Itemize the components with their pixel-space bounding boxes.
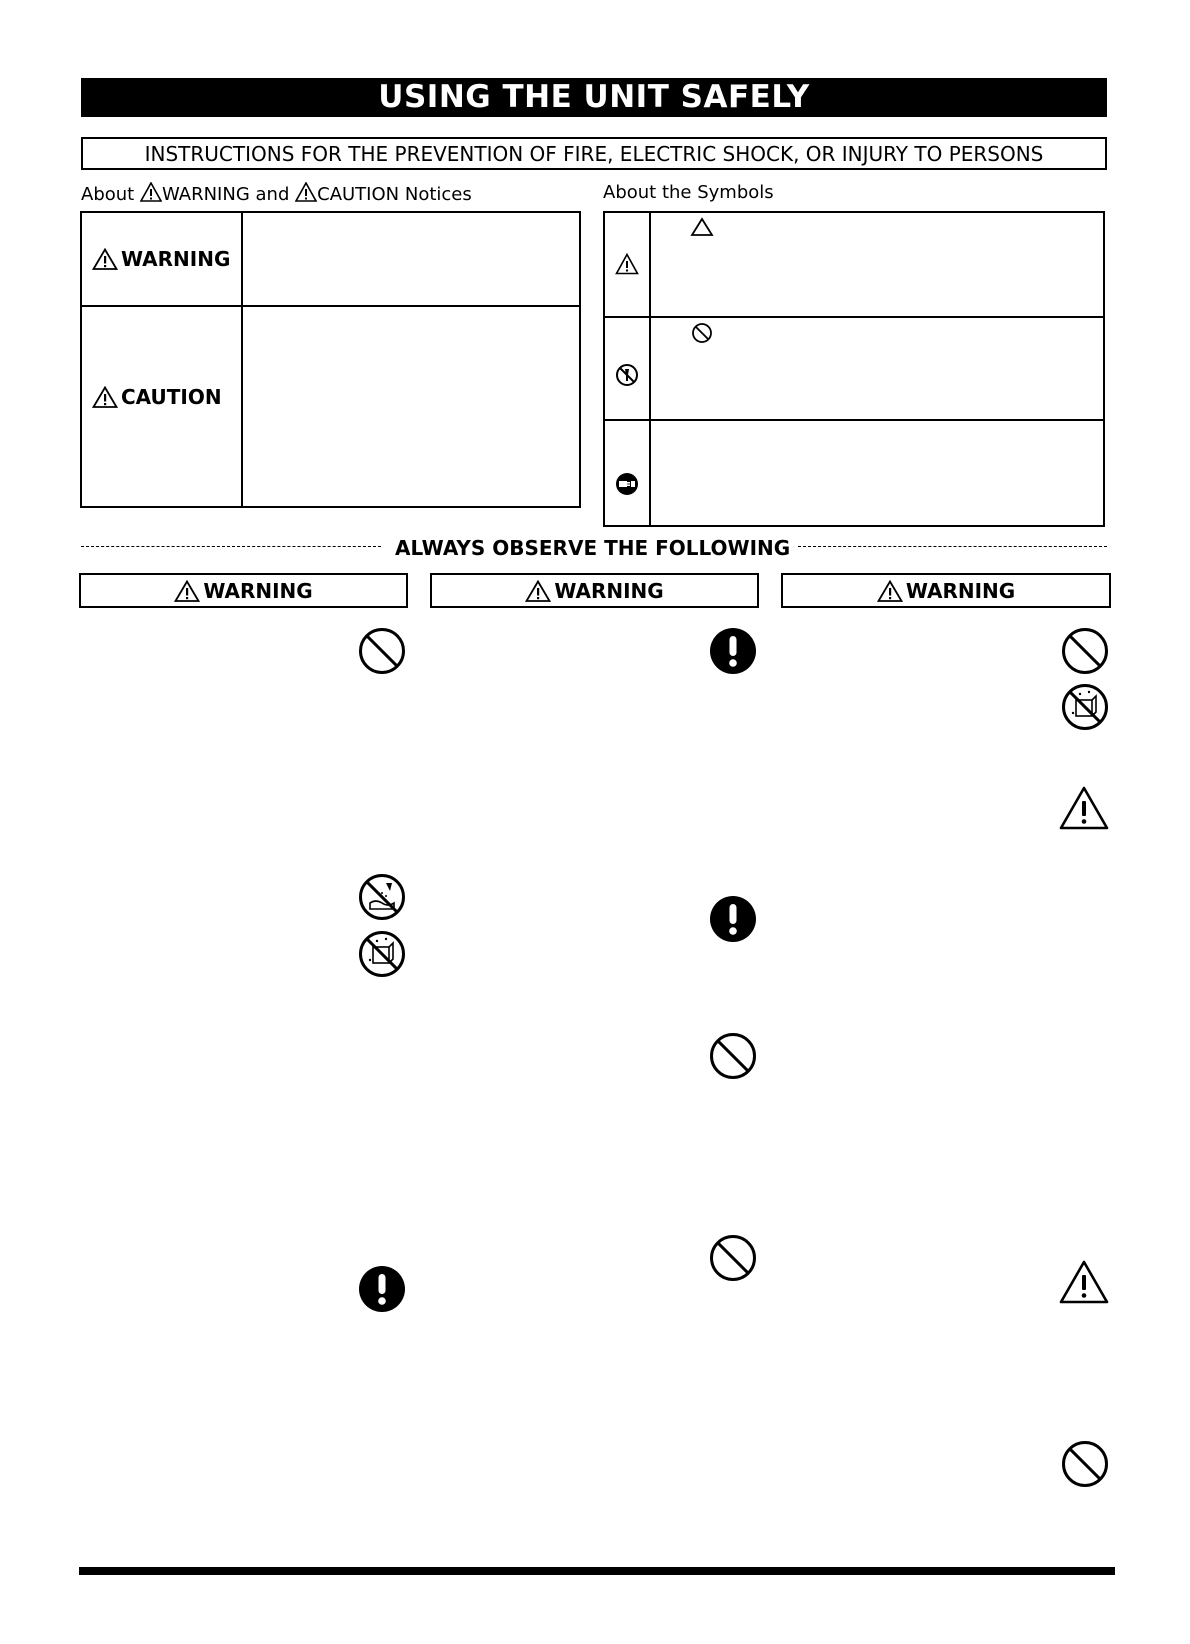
mandatory-icon bbox=[709, 895, 757, 943]
column-3-warning-triangle-icon bbox=[877, 580, 903, 602]
caution-triangle-icon bbox=[92, 386, 118, 408]
footer-rule bbox=[79, 1567, 1115, 1575]
notices-row-divider bbox=[82, 305, 579, 307]
caption-warning-triangle-icon bbox=[140, 182, 162, 202]
alert-triangle-icon bbox=[615, 253, 639, 275]
symbols-divider bbox=[649, 213, 651, 525]
symbols-table bbox=[603, 211, 1105, 527]
prohibited-icon bbox=[358, 627, 406, 675]
column-3-heading bbox=[781, 573, 1111, 608]
symbols-row-divider-1 bbox=[605, 316, 1103, 318]
prohibited-icon bbox=[1061, 1440, 1109, 1488]
notices-caption bbox=[81, 182, 472, 206]
caution-notice-text: CAUTION bbox=[121, 385, 222, 409]
observe-heading: ALWAYS OBSERVE THE FOLLOWING bbox=[395, 536, 791, 560]
caption-notices: Notices bbox=[404, 184, 472, 205]
notices-table bbox=[80, 211, 581, 508]
caption-caution: CAUTION bbox=[317, 184, 400, 205]
observe-dash-right bbox=[798, 546, 1107, 547]
prohibited-icon bbox=[1061, 627, 1109, 675]
caption-caution-triangle-icon bbox=[295, 182, 317, 202]
caution-notice-label bbox=[92, 385, 222, 409]
column-1-heading bbox=[79, 573, 408, 608]
caption-about: About bbox=[81, 184, 135, 205]
column-2-heading bbox=[430, 573, 759, 608]
warning-notice-text: WARNING bbox=[121, 247, 231, 271]
no-wet-hands-icon bbox=[1061, 683, 1109, 731]
observe-dash-left bbox=[81, 546, 381, 547]
triangle-outline-icon bbox=[690, 217, 714, 237]
no-wet-hands-icon bbox=[358, 930, 406, 978]
caption-and: and bbox=[255, 184, 290, 205]
caption-warning: WARNING bbox=[161, 184, 250, 205]
no-disassembly-icon bbox=[615, 363, 639, 387]
mandatory-icon bbox=[709, 627, 757, 675]
warning-notice-label bbox=[92, 247, 230, 271]
caution-triangle-icon bbox=[1058, 1259, 1110, 1305]
page-title: USING THE UNIT SAFELY bbox=[81, 78, 1107, 117]
caution-triangle-icon bbox=[1058, 785, 1110, 831]
column-2-warning-triangle-icon bbox=[525, 580, 551, 602]
notices-divider bbox=[241, 213, 243, 506]
prohibited-icon bbox=[709, 1032, 757, 1080]
unplug-icon bbox=[615, 472, 639, 496]
column-3-heading-text: WARNING bbox=[905, 578, 1016, 603]
column-2-heading-text: WARNING bbox=[554, 578, 664, 603]
prohibited-icon bbox=[709, 1234, 757, 1282]
page-subtitle: INSTRUCTIONS FOR THE PREVENTION OF FIRE, ELECTRIC SHOCK, OR INJURY TO PERSONS bbox=[81, 137, 1107, 170]
column-1-heading-text: WARNING bbox=[203, 578, 313, 603]
prohibited-circle-icon bbox=[691, 322, 713, 344]
warning-triangle-icon bbox=[92, 248, 118, 270]
no-water-icon bbox=[358, 873, 406, 921]
column-1-warning-triangle-icon bbox=[174, 580, 200, 602]
symbols-row-divider-2 bbox=[605, 419, 1103, 421]
symbols-caption: About the Symbols bbox=[603, 182, 774, 203]
mandatory-icon bbox=[358, 1265, 406, 1313]
